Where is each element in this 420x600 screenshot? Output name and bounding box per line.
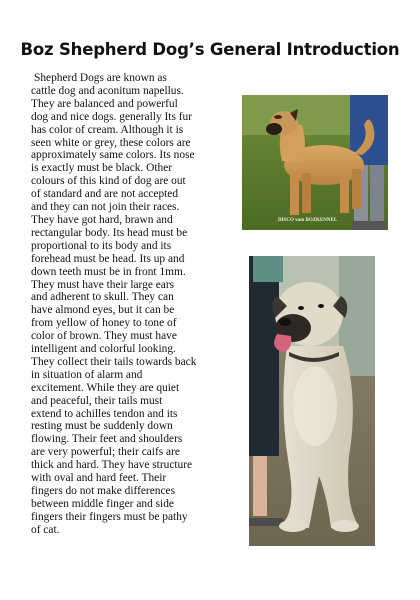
body-paragraph: Shepherd Dogs are known as cattle dog and aconitum napellus. They are balanced and powerful dog and nice dogs. generally Its fur has color of cream. Although it is seen white or grey, these colors are approximately same colors. Its nose is exactly must be black. Other colours of this kind of dog are out of standard and are not accepted and they can not join their races. They have got hard, brawn and rectangular body. Its head must be proportional to its body and its forehead must be head. Its up and down teeth must be in front 1mm. They must have their large ears and adherent to skull. They can have almond eyes, but it can be from yellow of honey to tone of color of brown. They must have intelligent and colorful looking. They collect their tails towards back in situation of alarm and excitement. While they are quiet and peaceful, their tails must extend to achilles tendon and its resting must be suddenly down flowing. Their feet and shoulders are very powerful; their caifs are thick and hard. They have structure with oval and hard feet. Their fingers do not make differences between middle finger and side fingers their fingers must be pathy of cat. (31, 72, 197, 536)
dog-photo-sitting (249, 256, 375, 546)
standing-dog-image (242, 95, 388, 230)
photo-watermark: DISCO vom BOZKENNEL (278, 218, 338, 223)
dog-photo-standing (242, 95, 388, 230)
page-title: Boz Shepherd Dog’s General Introduction (20, 40, 400, 59)
sitting-dog-image (249, 256, 375, 546)
